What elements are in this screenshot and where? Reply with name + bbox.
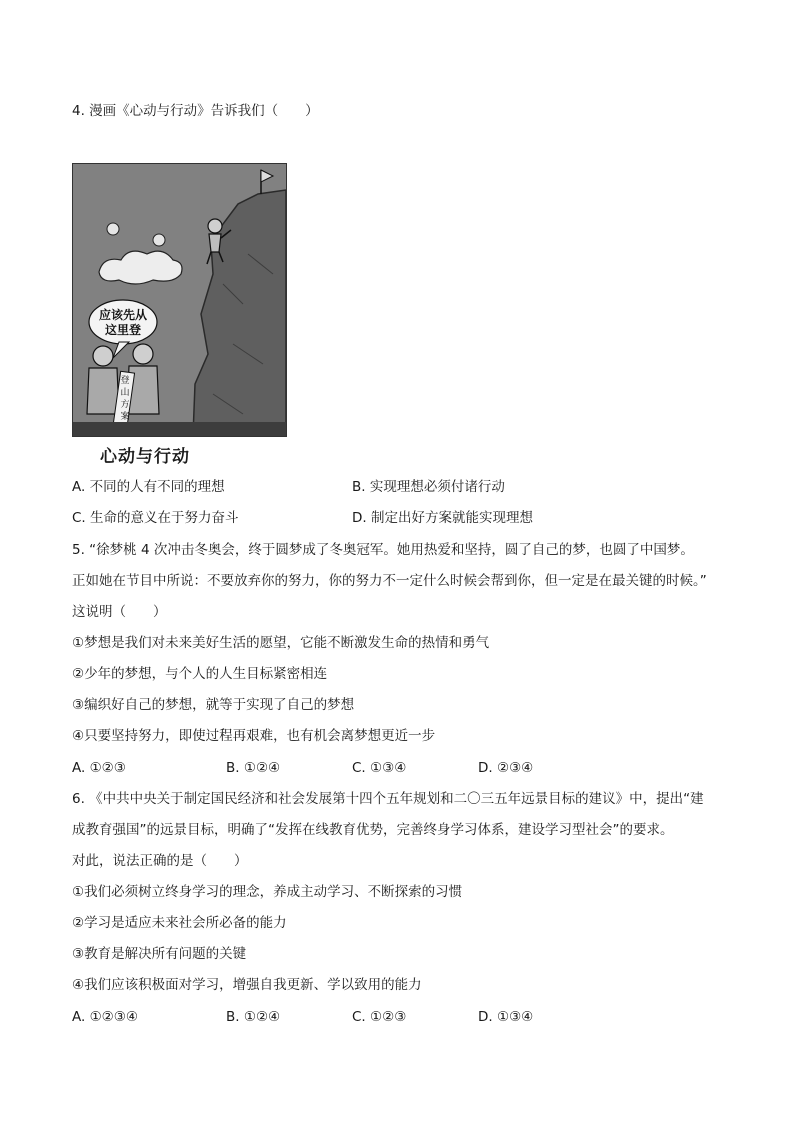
q5-statement-3: ③编织好自己的梦想，就等于实现了自己的梦想 (72, 697, 355, 713)
q5-statement-4: ④只要坚持努力，即使过程再艰难，也有机会离梦想更近一步 (72, 728, 436, 744)
sign-char-3: 方 (120, 400, 130, 410)
q6-statement-3: ③教育是解决所有问题的关键 (72, 946, 247, 962)
cartoon-drawing (73, 164, 286, 436)
q5-stem-line-2: 正如她在节目中所说：不要放弃你的努力，你的努力不一定什么时候会帮到你，但一定是在最关键的时候。” (72, 573, 707, 589)
q6-option-c[interactable]: C. ①②③ (352, 1009, 407, 1025)
question-4-stem: 4. 漫画《心动与行动》告诉我们（ ） (72, 103, 319, 119)
q6-option-d[interactable]: D. ①③④ (478, 1009, 534, 1025)
q5-option-d[interactable]: D. ②③④ (478, 760, 534, 776)
sign-char-2: 山 (120, 388, 130, 398)
q6-stem-line-1: 6. 《中共中央关于制定国民经济和社会发展第十四个五年规划和二〇三五年远景目标的建议》中，提出“建 (72, 791, 704, 807)
q6-stem-line-3: 对此，说法正确的是（ ） (72, 853, 248, 869)
cartoon-caption: 心动与行动 (100, 447, 190, 467)
q4-option-d[interactable]: D. 制定出好方案就能实现理想 (352, 510, 533, 526)
q5-stem-line-3: 这说明（ ） (72, 604, 167, 620)
q5-option-c[interactable]: C. ①③④ (352, 760, 407, 776)
q4-option-b[interactable]: B. 实现理想必须付诸行动 (352, 479, 505, 495)
q4-option-c[interactable]: C. 生命的意义在于努力奋斗 (72, 510, 239, 526)
q6-statement-1: ①我们必须树立终身学习的理念，养成主动学习、不断探索的习惯 (72, 884, 463, 900)
q6-statement-2: ②学习是适应未来社会所必备的能力 (72, 915, 287, 931)
q5-stem-line-1: 5. “徐梦桃 4 次冲击冬奥会，终于圆梦成了冬奥冠军。她用热爱和坚持，圆了自己的梦，也圆了中国梦。 (72, 542, 694, 558)
sign-char-4: 案 (120, 412, 130, 422)
q6-option-b[interactable]: B. ①②④ (226, 1009, 281, 1025)
q5-option-a[interactable]: A. ①②③ (72, 760, 126, 776)
q5-option-b[interactable]: B. ①②④ (226, 760, 281, 776)
cartoon-image (72, 163, 287, 437)
q6-statement-4: ④我们应该积极面对学习，增强自我更新、学以致用的能力 (72, 977, 422, 993)
q4-option-a[interactable]: A. 不同的人有不同的理想 (72, 479, 225, 495)
speech-line-1: 应该先从 (98, 308, 148, 322)
q5-statement-1: ①梦想是我们对未来美好生活的愿望，它能不断激发生命的热情和勇气 (72, 635, 490, 651)
sign-char-1: 登 (120, 376, 130, 386)
q5-statement-2: ②少年的梦想，与个人的人生目标紧密相连 (72, 666, 328, 682)
q6-stem-line-2: 成教育强国”的远景目标，明确了“发挥在线教育优势，完善终身学习体系，建设学习型社会”的要求。 (72, 822, 674, 838)
q6-option-a[interactable]: A. ①②③④ (72, 1009, 138, 1025)
speech-line-2: 这里登 (104, 323, 142, 337)
